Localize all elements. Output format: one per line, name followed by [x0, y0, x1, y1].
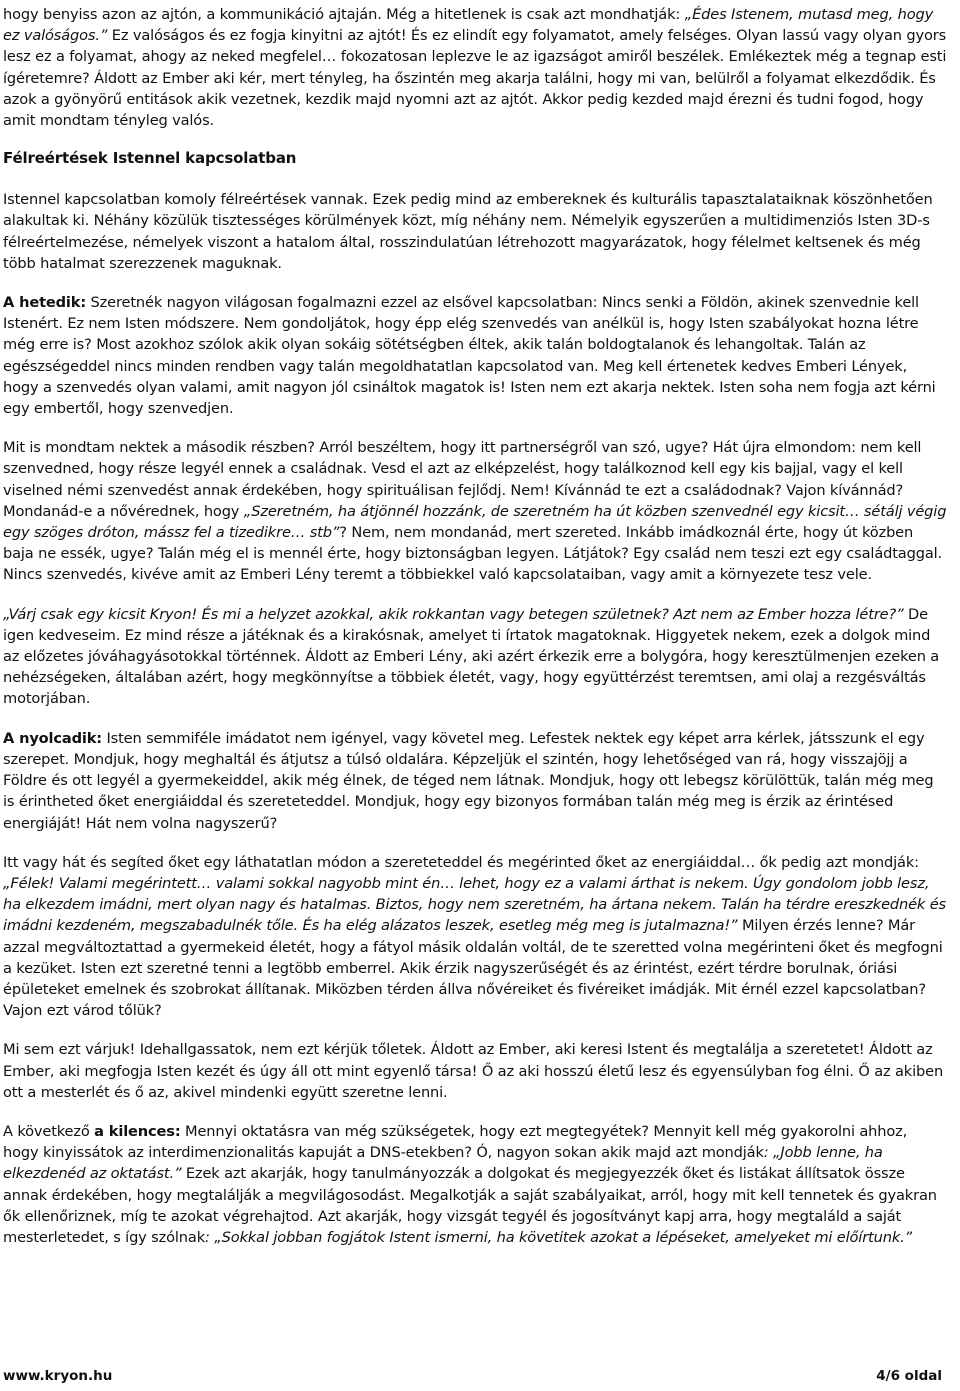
text-run: hogy benyiss azon az ajtón, a kommunikáció ajtaján. Még a hitetlenek is csak azt mondhatják: [3, 6, 685, 23]
italic-run: „Várj csak egy kicsit Kryon! És mi a helyzet azokkal, akik rokkantan vagy betegen születnek? Azt nem az Ember hozza létre?” [3, 605, 904, 623]
footer-site-link[interactable]: www.kryon.hu [3, 1368, 113, 1384]
text-run: Itt vagy hát és segíted őket egy láthatatlan módon a szereteteddel és megérinted őket az energiáiddal… ők pedig azt mondják: [3, 853, 919, 871]
text-run: Szeretnék nagyon világosan fogalmazni ezzel az elsővel kapcsolatban: Nincs senki a Földön, akinek szenvednie kell Istenért. Ez nem Isten módszere. Nem gondoljátok, hogy épp elég szenvedés van anélkül is, hogy Isten szabályokat hozna létre még erre is? Most azokhoz szólok akik olyan sokáig sötétségben éltek, akik talán boldogtalanok és lehangoltak. Talán az egészségeddel nincs minden rendben vagy talán megoldhatatlan kapcsolatod van. Meg kell értenetek kedves Emberi Lények, hogy a szenvedés olyan valami, amit nagyon jól csináltok magatok is! Isten nem ezt akarja nektek. Isten soha nem fogja azt kérni egy embertől, hogy szenvedjen. [3, 294, 936, 418]
text-run: ? Nem, nem mondanád, mert szereted. Inkább imádkoznál érte, hogy út közben baja ne essék, ugye? Talán még el is mennél érte, hogy biztonságban legyen. Látjátok? Egy család nem teszi ezt egy családtaggal. Nincs szenvedés, kivéve amit az Emberi Lény teremt a többiekkel való kapcsolataiban, vagy amit a környezete tesz vele. [3, 524, 942, 584]
text-run: A következő [3, 1122, 95, 1140]
paragraph [3, 4, 947, 131]
text-run: Mi sem ezt várjuk! Idehallgassatok, nem ezt kérjük tőletek. Áldott az Ember, aki keresi Istent és megtalálja a szeretetet! Áldott az Ember, aki megfogja Isten kezét és úgy áll ott mint egyenlő társa! Ő az aki hosszú életű lesz és egyensúlyban fog élni. Ő az akiben ott a mesterlét és ő az, akivel mindenki együtt szeretne lenni. [3, 1041, 944, 1101]
paragraph [3, 189, 947, 274]
text-run: Ezek azt akarják, hogy tanulmányozzák a dolgokat és megjegyezzék őket és listákat állítsatok össze annak érdekében, hogy megtalálják a megvilágosodást. Megalkotják a saját szabályaikat, arról, hogy mit kell tennetek és gyakran ők ellenőriznek, míg te azokat végrehajtod. Azt akarják, hogy vizsgát tegyél és jogosítványt kapj arra, hogy megtaláld a saját mesterletedet, s így szólnak [3, 1165, 937, 1246]
italic-run: „Félek! Valami megérintett… valami sokkal nagyobb mint én… lehet, hogy ez a valami árthat is nekem. Úgy gondolom jobb lesz, ha elkezdem imádni, mert olyan nagy és hatalmas. Biztos, hogy nem szeretném, ha ártana nekem. Talán ha térdre ereszkednék és imádni kezdeném, megszabadulnék tőle. És ha elég alázatos leszek, esetleg még meg is jutalmazna!” [3, 874, 947, 935]
page-footer [3, 1368, 942, 1384]
paragraph [3, 852, 947, 1022]
document-body [3, 4, 947, 1266]
text-run: Istennel kapcsolatban komoly félreértések vannak. Ezek pedig mind az embereknek és kulturális tapasztalataiknak köszönhetően alakultak ki. Néhány közülük tisztességes körülmények közt, míg néhány nem. Némelyik egyszerűen a multidimenziós Isten 3D-s félreértelmezése, némelyek viszont a hatalom által, rosszindulatúan létrehozott magyarázatok, hogy félelmet keltsenek és még több hatalmat szerezzenek maguknak. [3, 191, 933, 272]
text-run: Mennyi oktatásra van még szükségetek, hogy ezt megtegyétek? Mennyit kell még gyakorolni ahhoz, hogy kinyissátok az interdimenzionalitás kapuját a DNS-etekben? Ó, nagyon sokan akik majd azt mondják [3, 1122, 908, 1162]
italic-run: „Szeretném, ha átjönnél hozzánk, de szeretném ha út közben szenvednél egy kicsit… sétálj végig egy szöges dróton, mássz fel a tizedikre… stb” [3, 502, 947, 542]
italic-run: „Édes Istenem, mutasd meg, hogy ez valóságos.” [3, 6, 934, 45]
text-run: Ez valóságos és ez fogja kinyitni az ajtót! És ez elindít egy folyamatot, amely felséges. Olyan lassú vagy olyan gyors lesz ez a folyamat, ahogy az neked megfelel… fokozatosan leplezve le az igazságot amiről beszélek. Emlékeztek még a tegnap esti ígéretemre? Áldott az Ember aki kér, mert tényleg, ha őszintén meg akarja találni, hogy mi van, belülről a folyamat elkezdődik. És azok a gyönyörű entitások akik vezetnek, kezdik majd nyomni azt az ajtót. Akkor pedig kezded majd érezni és tudni fogod, hogy amit mondtam tényleg valós. [3, 27, 947, 130]
italic-run: : „Jobb lenne, ha elkezdenéd az oktatást.” [3, 1144, 883, 1183]
text-run: Mit is mondtam nektek a második részben? Arról beszéltem, hogy itt partnerségről van szó, ugye? Hát újra elmondom: nem kell szenvedned, hogy része legyél ennek a családnak. Vesd el azt az elképzelést, hogy találkoznod kell egy kis bajjal, vagy el kell viselned némi szenvedést annak érdekében, hogy spirituálisan fejlődj. Nem! Kívánnád te ezt a családodnak? Vajon kívánnád? Mondanád-e a nővérednek, hogy [3, 439, 922, 520]
bold-run: A hetedik: [3, 294, 87, 312]
text-run: De igen kedveseim. Ez mind része a játéknak és a kirakósnak, amelyet ti írtatok magatoknak. Higgyetek nekem, ezek a dolgok mind az előzetes jóváhagyásotokkal történnek. Áldott az Emberi Lény, aki azért érkezik erre a bolygóra, hogy keresztülmenjen ezeken a nehézségeken, általában azért, hogy megkönnyítse a többiek életét, vagy, hogy együttérzést teremtsen, ami olaj a rezgésváltás motorjában. [3, 605, 940, 708]
italic-run: : „Sokkal jobban fogjátok Istent ismerni, ha követitek azokat a lépéseket, amelyeket mi előírtunk.” [205, 1228, 913, 1246]
bold-run: A nyolcadik: [3, 729, 102, 747]
paragraph [3, 728, 947, 834]
bold-run: a kilences: [94, 1122, 181, 1140]
section-heading: Félreértések Istennel kapcsolatban [3, 149, 297, 168]
paragraph [3, 1039, 947, 1103]
text-run: Isten semmiféle imádatot nem igényel, vagy követel meg. Lefestek nektek egy képet arra kérlek, játsszunk el egy szerepet. Mondjuk, hogy meghaltál és átjutsz a túlsó oldalára. Képzeljük el szintén, hogy lehetőséged van rá, hogy visszajöjj a Földre és ott legyél a gyermekeiddel, akik még élnek, de téged nem látnak. Mondjuk, hogy ott lebegsz körülöttük, talán még meg is érintheted őket energiáiddal és szereteteddel. Mondjuk, hogy egy bizonyos formában talán még meg is érzik az érintésed energiáját! Hát nem volna nagyszerű? [3, 729, 934, 832]
paragraph [3, 1121, 947, 1248]
paragraph [3, 437, 947, 585]
paragraph [3, 604, 947, 710]
page-number: 4/6 oldal [876, 1368, 942, 1384]
paragraph [3, 292, 947, 419]
text-run: Milyen érzés lenne? Már azzal megváltoztattad a gyermekeid életét, hogy a fátyol másik oldalán voltál, de te szeretted volna megérinteni őket és megfogni a kezüket. Isten ezt szeretné tenni a legtöbb emberrel. Akik érzik nagyszerűségét és az érintést, ezért térdre borulnak, óriási épületeket emelnek és szobrokat állítanak. Miközben térden állva nővéreiket és fivéreiket imádják. Mit érnél ezzel kapcsolatban? Vajon ezt várod tőlük? [3, 917, 943, 1020]
